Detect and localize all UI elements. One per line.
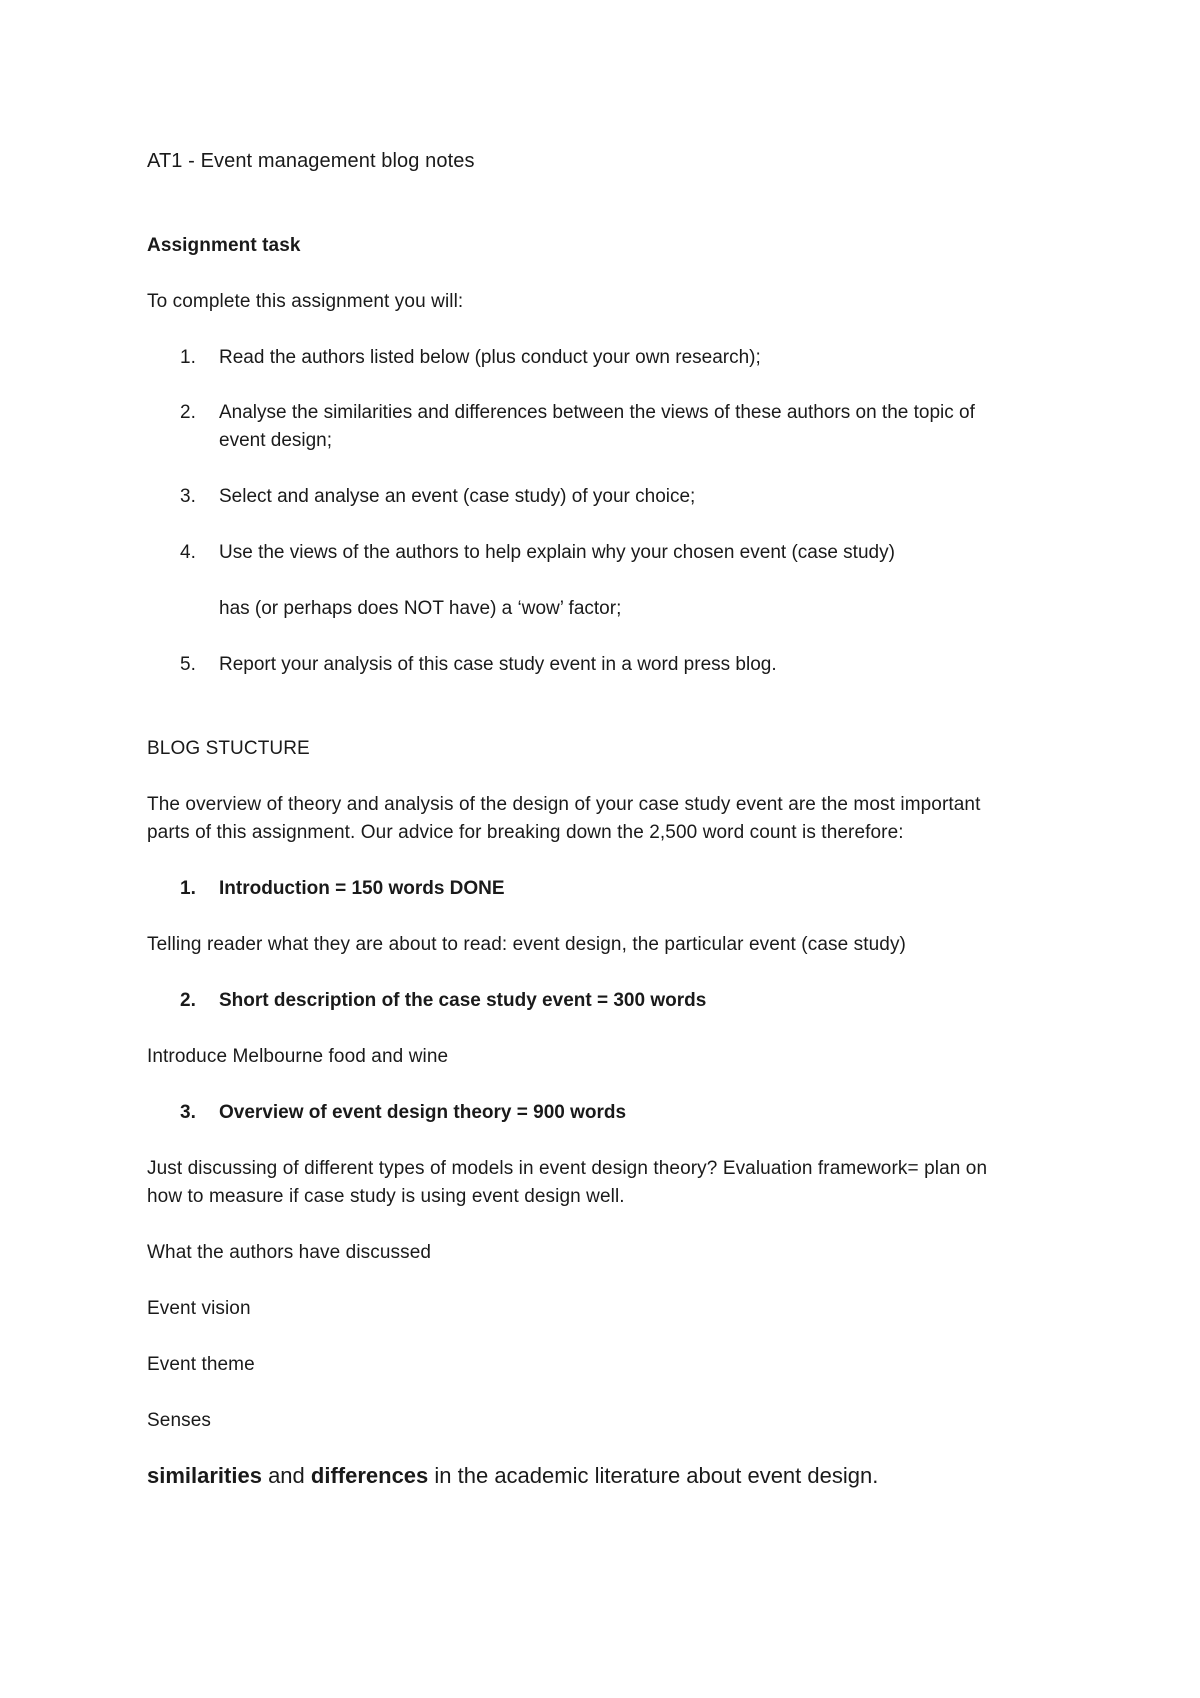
closing-statement (147, 1462, 878, 1490)
task-number: 1. (180, 347, 196, 368)
closing-connector: and (261, 1463, 311, 1488)
task-number: 5. (180, 654, 196, 675)
task-item: Analyse the similarities and differences between the views of these authors on the topic of (219, 402, 975, 423)
section-note: Telling reader what they are about to read: event design, the particular event (case study) (147, 934, 906, 955)
assignment-heading: Assignment task (147, 235, 301, 256)
author-topic: Event vision (147, 1298, 251, 1319)
task-item-continued: event design; (219, 430, 333, 451)
assignment-intro: To complete this assignment you will: (147, 291, 464, 312)
task-item: Read the authors listed below (plus conduct your own research); (219, 347, 761, 368)
section-number: 2. (180, 990, 196, 1011)
section-number: 1. (180, 878, 196, 899)
task-item: Report your analysis of this case study event in a word press blog. (219, 654, 777, 675)
closing-keyword-similarities: similarities (147, 1463, 262, 1488)
task-number: 2. (180, 402, 196, 423)
task-item: Use the views of the authors to help explain why your chosen event (case study) (219, 542, 895, 563)
blog-structure-heading: BLOG STUCTURE (147, 738, 310, 759)
task-item: Select and analyse an event (case study) of your choice; (219, 486, 696, 507)
task-item-continued: has (or perhaps does NOT have) a ‘wow’ factor; (219, 598, 622, 619)
section-note: Just discussing of different types of models in event design theory? Evaluation framework= plan on (147, 1158, 988, 1179)
closing-keyword-differences: differences (310, 1463, 429, 1488)
document-title: AT1 - Event management blog notes (147, 150, 475, 172)
section-note: Introduce Melbourne food and wine (147, 1046, 449, 1067)
author-topic: What the authors have discussed (147, 1242, 432, 1263)
section-number: 3. (180, 1102, 196, 1123)
author-topic: Event theme (147, 1354, 255, 1375)
author-topic: Senses (147, 1410, 211, 1431)
task-number: 4. (180, 542, 196, 563)
section-heading: Short description of the case study event = 300 words (219, 990, 707, 1011)
blog-overview-line: parts of this assignment. Our advice for breaking down the 2,500 word count is therefore: (147, 822, 904, 843)
task-number: 3. (180, 486, 196, 507)
section-heading: Overview of event design theory = 900 words (219, 1102, 627, 1123)
section-note: how to measure if case study is using event design well. (147, 1186, 625, 1207)
section-heading: Introduction = 150 words DONE (219, 878, 505, 899)
closing-remainder: in the academic literature about event design. (428, 1463, 879, 1488)
blog-overview-line: The overview of theory and analysis of the design of your case study event are the most important (147, 794, 981, 815)
